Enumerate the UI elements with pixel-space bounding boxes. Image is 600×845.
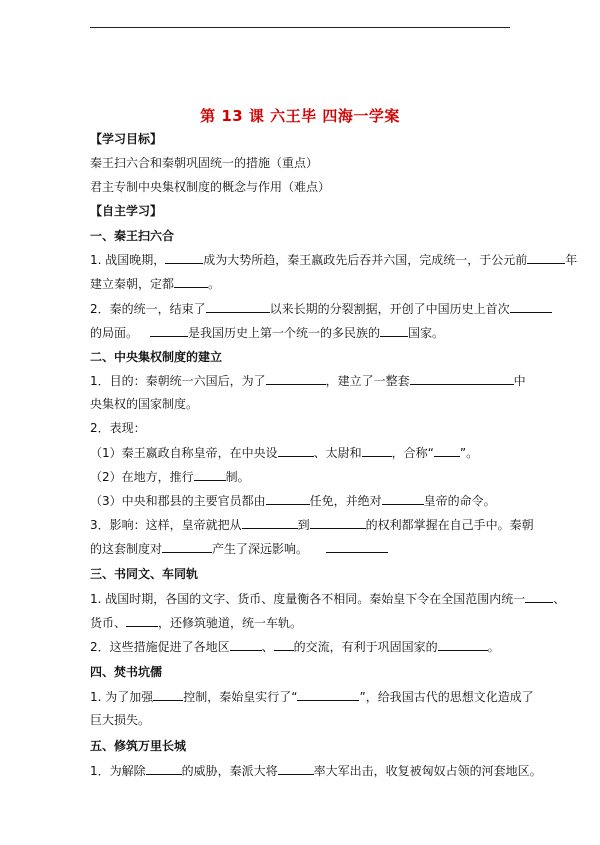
fill-blank[interactable] [230, 638, 262, 651]
fill-blank[interactable] [150, 324, 188, 337]
part4-heading: 四、焚书坑儒 [90, 665, 163, 679]
fill-blank[interactable] [266, 492, 310, 505]
fill-blank[interactable] [382, 492, 424, 505]
part5-item1: 1．为解除 的威胁，秦派大将 率大军出击，收复被匈奴占领的河套地区。 [90, 764, 542, 778]
header-rule [90, 27, 510, 28]
fill-blank[interactable] [326, 540, 388, 553]
fill-blank[interactable] [146, 762, 182, 775]
fill-blank[interactable] [162, 540, 212, 553]
part2-item2-sub3: （3）中央和郡县的主要官员都由 任免，并绝对 皇帝的命令。 [90, 494, 496, 508]
part3-item2: 2．这些措施促进了各地区 、 的交流，有利于巩固国家的 。 [90, 640, 500, 654]
fill-blank[interactable] [174, 275, 208, 288]
fill-blank[interactable] [510, 300, 552, 313]
part3-item1-line2: 货币、 ，还修筑驰道，统一车轨。 [90, 616, 303, 630]
fill-blank[interactable] [194, 468, 226, 481]
part4-item1-line1: 1. 为了加强 控制，秦始皇实行了“ ”，给我国古代的思想文化造成了 [90, 690, 534, 704]
part2-item2-sub1: （1）秦王嬴政自称皇帝，在中央设 、太尉和 ，合称“ ”。 [90, 446, 479, 460]
self-study-heading: 【自主学习】 [90, 204, 163, 218]
part1-item1-line2: 建立秦朝，定都 。 [90, 277, 221, 291]
fill-blank[interactable] [525, 590, 553, 603]
objective-1: 秦王扫六合和秦朝巩固统一的措施（重点） [90, 156, 319, 170]
fill-blank[interactable] [434, 444, 460, 457]
fill-blank[interactable] [165, 251, 203, 264]
part4-item1-line2: 巨大损失。 [90, 713, 151, 727]
fill-blank[interactable] [438, 638, 488, 651]
part1-heading: 一、秦王扫六合 [90, 229, 175, 243]
objective-2: 君主专制中央集权制度的概念与作用（难点） [90, 180, 331, 194]
page-title: 第 13 课 六王毕 四海一学案 [200, 107, 400, 125]
fill-blank[interactable] [278, 444, 314, 457]
part1-item2-line1: 2．秦的统一，结束了 以来长期的分裂割据，开创了中国历史上首次 [90, 300, 515, 317]
fill-blank[interactable] [297, 688, 359, 701]
fill-blank[interactable] [310, 516, 366, 529]
fill-blank[interactable] [362, 444, 392, 457]
part2-item3-line2: 的这套制度对 产生了深远影响。 [90, 540, 515, 557]
part2-item2-sub2: （2）在地方，推行 制。 [90, 470, 250, 484]
fill-blank[interactable] [380, 324, 408, 337]
fill-blank[interactable] [126, 614, 158, 627]
fill-blank[interactable] [266, 372, 326, 385]
part3-heading: 三、书同文、车同轨 [90, 567, 199, 581]
part2-item1-line1: 1．目的：秦朝统一六国后，为了 ，建立了一整套 中 [90, 374, 526, 388]
part3-item1-line1: 1. 战国时期，各国的文字、货币、度量衡各不相同。秦始皇下令在全国范围内统一 、 [90, 592, 566, 606]
part2-item3-line1: 3．影响：这样，皇帝就把从 到 的权利都掌握在自己手中。秦朝 [90, 518, 534, 532]
part2-item1-line2: 央集权的国家制度。 [90, 397, 199, 411]
objectives-heading: 【学习目标】 [90, 132, 163, 146]
part2-item2: 2．表现： [90, 421, 146, 435]
fill-blank[interactable] [206, 300, 270, 313]
fill-blank[interactable] [242, 516, 298, 529]
part2-heading: 二、中央集权制度的建立 [90, 350, 223, 364]
part5-heading: 五、修筑万里长城 [90, 739, 187, 753]
fill-blank[interactable] [274, 638, 294, 651]
fill-blank[interactable] [410, 372, 514, 385]
fill-blank[interactable] [153, 688, 183, 701]
fill-blank[interactable] [527, 251, 565, 264]
part1-item1-line1: 1. 战国晚期， 成为大势所趋，秦王嬴政先后吞并六国，完成统一，于公元前 年 [90, 253, 578, 267]
fill-blank[interactable] [278, 762, 314, 775]
part1-item2-line2: 的局面。 是我国历史上第一个统一的多民族的 国家。 [90, 326, 445, 340]
